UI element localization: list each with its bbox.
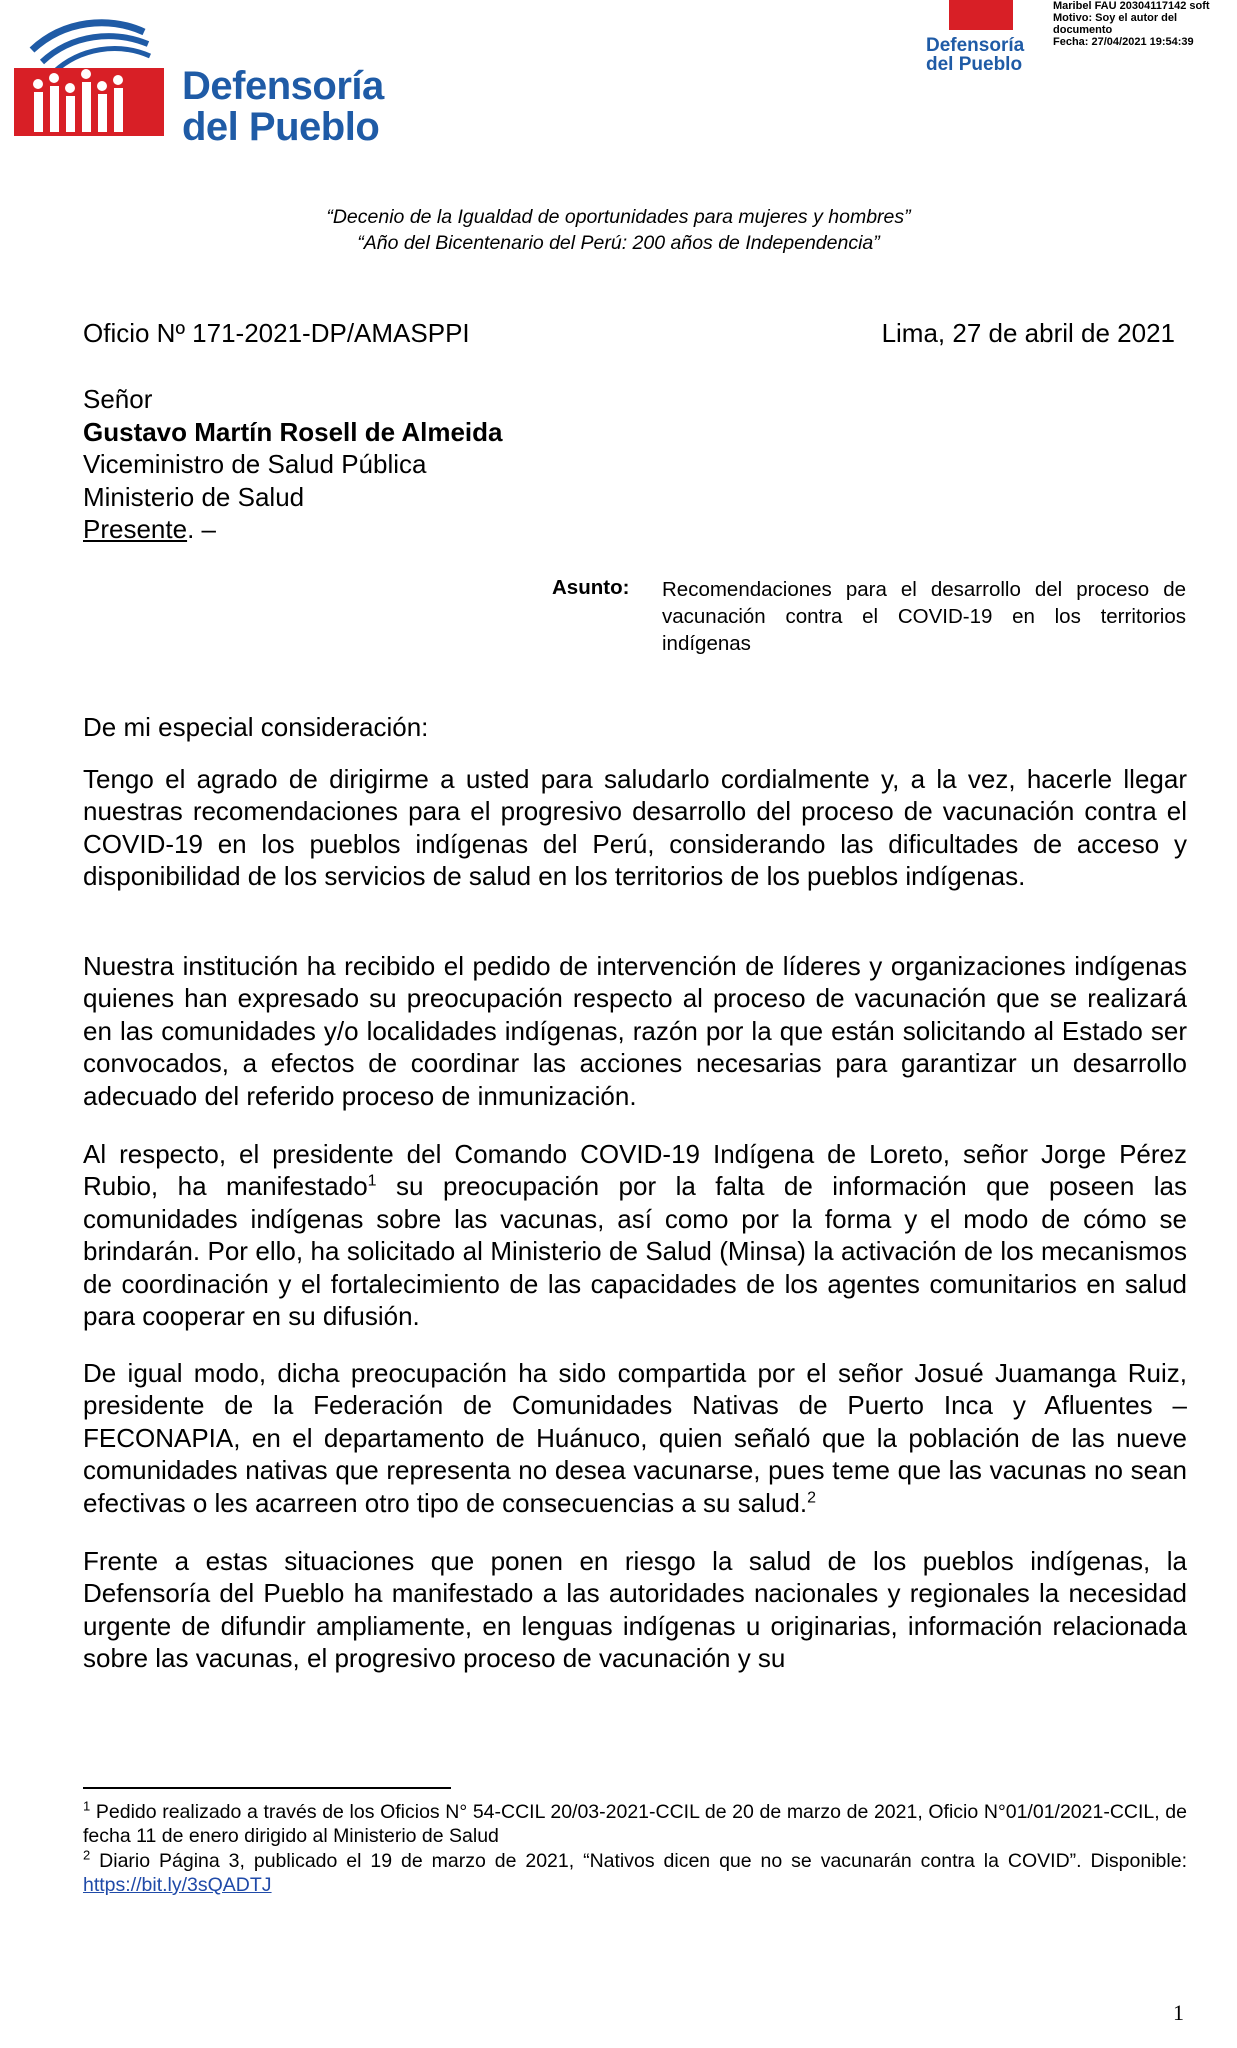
logo-text-line2: del Pueblo: [182, 105, 380, 149]
addressee-salutation: Señor: [83, 384, 153, 414]
logo-text: [182, 66, 384, 148]
oficio-number: Oficio Nº 171-2021-DP/AMASPPI: [83, 318, 470, 348]
signature-logo-line2: del Pueblo: [926, 54, 1023, 75]
footnote-2: [83, 1849, 1187, 1897]
asunto-text: Recomendaciones para el desarrollo del proceso de vacunación contra el COVID-19 en los territorios indígenas: [662, 578, 1186, 655]
digital-signature-info: [1053, 0, 1233, 48]
motto-line-2: “Año del Bicentenario del Perú: 200 años de Independencia”: [357, 232, 880, 254]
footnote-2-number: 2: [83, 1847, 91, 1863]
body-paragraph-4: [83, 1357, 1187, 1519]
motto-line-1: “Decenio de la Igualdad de oportunidades para mujeres y hombres”: [326, 206, 911, 228]
signature-logo-text: [926, 36, 1024, 74]
p3-text-a: Al respecto, el presidente del Comando COVID-19 Indígena de Loreto, señor Jorge Pérez Rubio, ha manifestado: [83, 1139, 1187, 1202]
letter-date: Lima, 27 de abril de 2021: [881, 318, 1175, 348]
footnote-1: [83, 1800, 1187, 1848]
mottos: [0, 204, 1237, 256]
greeting: De mi especial consideración:: [83, 712, 429, 742]
body-paragraph-1: Tengo el agrado de dirigirme a usted para saludarlo cordialmente y, a la vez, hacerle llegar nuestras recomendaciones para el progresivo desarrollo del proceso de vacunación contra el COVID-19 en los pueblos indígenas del Perú, considerando las dificultades de acceso y disponibilidad de los servicios de salud en los territorios de los pueblos indígenas.: [83, 764, 1187, 892]
footnote-divider: [83, 1787, 451, 1789]
logo-emblem-icon: [14, 10, 174, 140]
footnote-2-text: Diario Página 3, publicado el 19 de marzo de 2021, “Nativos dicen que no se vacunarán contra la COVID”. Disponible:: [90, 1850, 1187, 1872]
footnote-1-number: 1: [83, 1798, 91, 1814]
body-paragraph-3: [83, 1138, 1187, 1332]
footnote-ref-1[interactable]: 1: [367, 1172, 377, 1190]
logo-text-line1: Defensoría: [182, 64, 384, 108]
footnote-1-text: Pedido realizado a través de los Oficios N° 54-CCIL 20/03-2021-CCIL de 20 de marzo de 2021, Oficio N°01/01/2021-CCIL, de fecha 11 de enero dirigido al Ministerio de Salud: [83, 1801, 1187, 1847]
presente-word: Presente: [83, 514, 188, 544]
addressee-institution: Ministerio de Salud: [83, 481, 305, 512]
signature-emblem-icon: [949, 0, 1013, 30]
defensoria-logo: [14, 10, 394, 149]
addressee-presente: [83, 513, 502, 546]
signature-line-1: Maribel FAU 20304117142 soft: [1053, 0, 1210, 12]
presente-tail: . –: [187, 514, 216, 544]
addressee-block: [83, 383, 502, 546]
footnote-2-link[interactable]: https://bit.ly/3sQADTJ: [83, 1874, 272, 1896]
p3-text-b: su preocupación por la falta de información que poseen las comunidades indígenas sobre las vacunas, así como por la forma y el modo de cómo se brindarán. Por ello, ha solicitado al Ministerio de Salud (Minsa) la activación de los mecanismos de coordinación y el fortalecimiento de las capacidades de los agentes comunitarios en salud para cooperar en su difusión.: [83, 1171, 1187, 1332]
footnote-ref-2[interactable]: 2: [807, 1488, 816, 1506]
p4-text: De igual modo, dicha preocupación ha sido compartida por el señor Josué Juamanga Ruiz, presidente de la Federación de Comunidades Nativas de Puerto Inca y Afluentes – FECONAPIA, en el departamento de Huánuco, quien señaló que la población de las nueve comunidades nativas que representa no desea vacunarse, pues teme que las vacunas no sean efectivas o les acarreen otro tipo de consecuencias a su salud.: [83, 1358, 1187, 1518]
page-number: 1: [1173, 2000, 1184, 2025]
body-paragraph-5: Frente a estas situaciones que ponen en riesgo la salud de los pueblos indígenas, la Defensoría del Pueblo ha manifestado a las autoridades nacionales y regionales la necesidad urgente de difundir ampliamente, en lenguas indígenas u originarias, información relacionada sobre las vacunas, el progresivo proceso de vacunación y su: [83, 1546, 1187, 1674]
signature-logo-line1: Defensoría: [926, 35, 1025, 56]
signature-line-4: Fecha: 27/04/2021 19:54:39: [1053, 36, 1194, 48]
addressee-name: Gustavo Martín Rosell de Almeida: [83, 416, 503, 447]
signature-line-3: documento: [1053, 24, 1113, 36]
signature-logo: [926, 0, 1046, 78]
addressee-role: Viceministro de Salud Pública: [83, 449, 427, 479]
body-paragraph-2: Nuestra institución ha recibido el pedido de intervención de líderes y organizaciones indígenas quienes han expresado su preocupación respecto al proceso de vacunación que se realizará en las comunidades y/o localidades indígenas, razón por la que están solicitando al Estado ser convocados, a efectos de coordinar las acciones necesarias para garantizar un desarrollo adecuado del referido proceso de inmunización.: [83, 951, 1187, 1111]
signature-line-2: Motivo: Soy el autor del: [1053, 12, 1178, 24]
asunto-label: Asunto:: [552, 576, 630, 599]
